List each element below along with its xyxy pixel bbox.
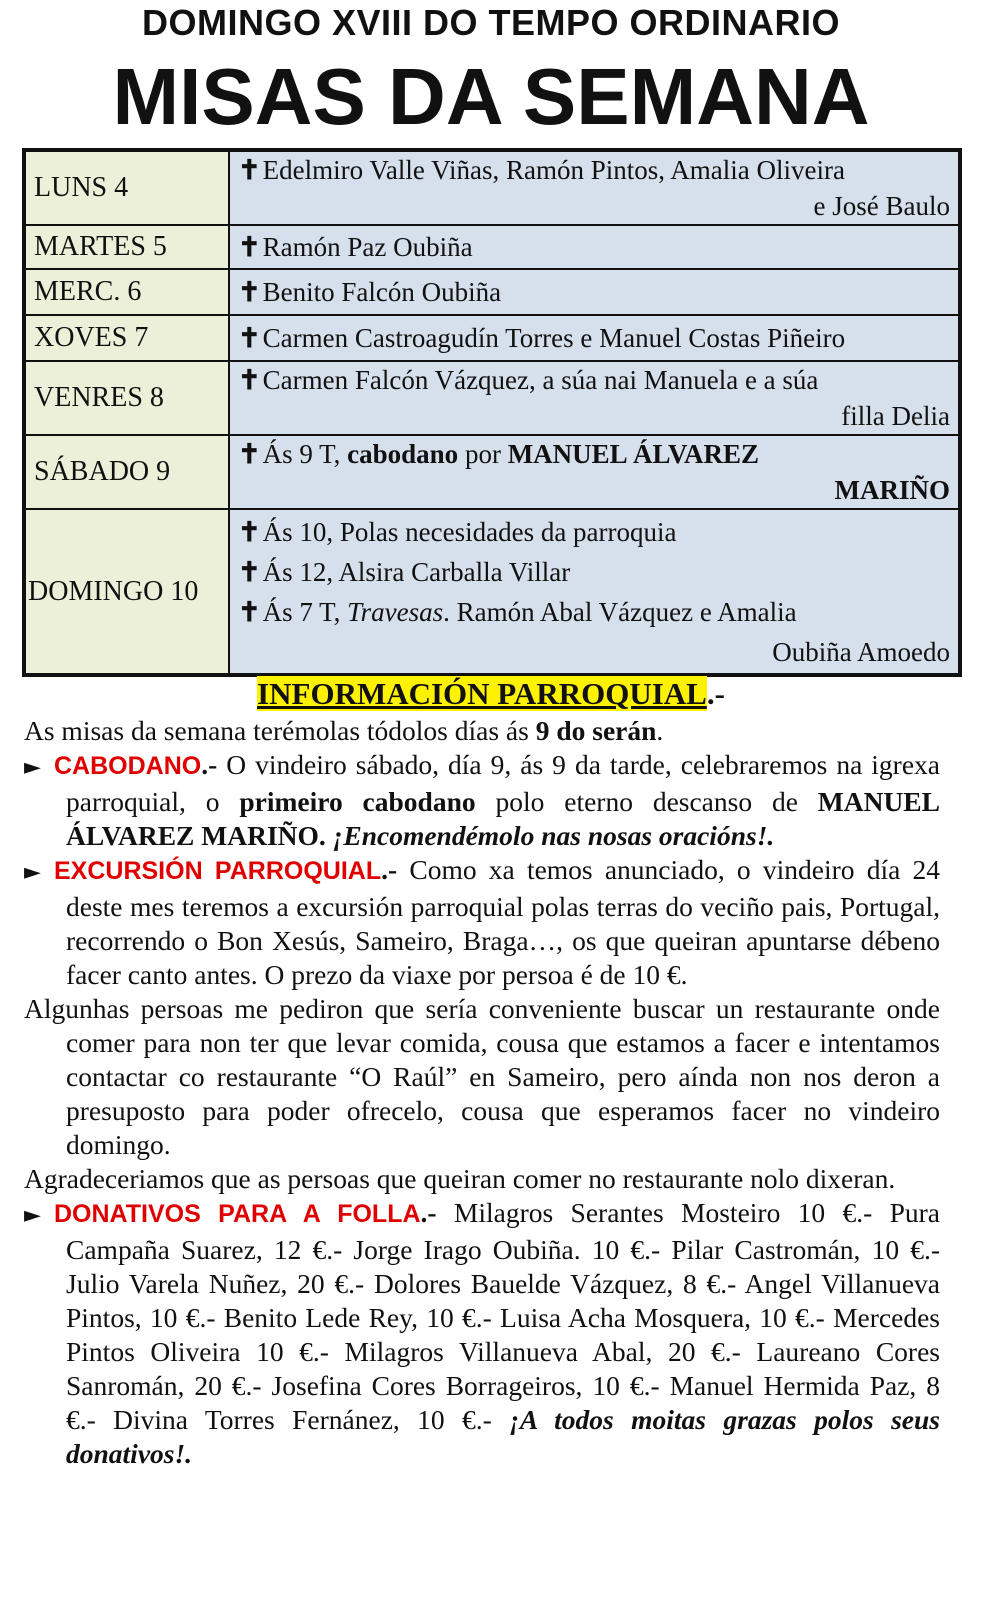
restaurant-paragraph: Algunhas persoas me pediron que sería conveniente buscar un restaurante onde comer para non ter que levar comida, cousa que estamos a facer e intentamos contactar co restaurante “O Raúl” en Sameiro, pero aínda non nos deron a presuposto para poder ofrecelo, cousa que esperamos facer no vindeiro domingo. (24, 993, 940, 1160)
cross-icon: ✝ (238, 365, 261, 395)
intention-cell: ✝Edelmiro Valle Viñas, Ramón Pintos, Amalia Oliveira e José Baulo (229, 150, 960, 225)
day-cell: SÁBADO 9 (24, 435, 229, 509)
day-cell: DOMINGO 10 (24, 509, 229, 675)
excursion-paragraph: ► EXCURSIÓN PARROQUIAL.- Como xa temos anunciado, o vindeiro día 24 deste mes teremos a excursión parroquial polas terras do veciño pais, Portugal, recorrendo o Bon Xesús, Sameiro, Braga…, os que queiran apuntarse débeno facer canto antes. O prezo da viaxe por persoa é de 10 €. (24, 854, 940, 990)
table-row (24, 225, 960, 269)
intention-cell: ✝Carmen Castroagudín Torres e Manuel Costas Piñeiro (229, 315, 960, 361)
table-row (24, 269, 960, 315)
cross-icon: ✝ (238, 596, 261, 627)
arrow-right-icon: ► (24, 860, 41, 885)
day-cell: MARTES 5 (24, 225, 229, 269)
cross-icon: ✝ (238, 323, 261, 353)
table-row (24, 150, 960, 225)
intention-cell: ✝Ramón Paz Oubiña (229, 225, 960, 269)
day-cell: LUNS 4 (24, 150, 229, 225)
table-row (24, 315, 960, 361)
arrow-right-icon: ► (24, 755, 41, 780)
thanks-paragraph: Agradeceriamos que as persoas que queiran comer no restaurante nolo dixeran. (24, 1163, 896, 1194)
cabodano-paragraph: ► CABODANO.- O vindeiro sábado, día 9, ás 9 da tarde, celebraremos na igrexa parroquial, o primeiro cabodano polo eterno descanso de MANUEL ÁLVAREZ MARIÑO. ¡Encomendémolo nas nosas oracións!. (24, 749, 940, 851)
table-row (24, 435, 960, 509)
day-cell: MERC. 6 (24, 269, 229, 315)
bulletin-subtitle: DOMINGO XVIII DO TEMPO ORDINARIO (141, 2, 841, 43)
cross-icon: ✝ (238, 155, 261, 185)
table-row (24, 361, 960, 435)
intro-paragraph: As misas da semana terémolas tódolos días ás 9 do serán. (24, 715, 664, 746)
donations-paragraph: ► DONATIVOS PARA A FOLLA.- Milagros Serantes Mosteiro 10 €.- Pura Campaña Suarez, 12 €.- Jorge Irago Oubiña. 10 €.- Pilar Castromán, 10 €.- Julio Varela Nuñez, 20 €.- Dolores Bauelde Vázquez, 8 €.- Angel Villanueva Pintos, 10 €.- Benito Lede Rey, 10 €.- Luisa Acha Mosquera, 10 €.- Mercedes Pintos Oliveira 10 €.- Milagros Villanueva Abal, 20 €.- Laureano Cores Sanromán, 20 €.- Josefina Cores Borrageiros, 10 €.- Manuel Hermida Paz, 8 €.- Divina Torres Fernánez, 10 €.- ¡A todos moitas grazas polos seus donativos!. (24, 1197, 940, 1469)
arrow-right-icon: ► (24, 1203, 41, 1228)
cross-icon: ✝ (238, 232, 261, 262)
parish-info-heading: INFORMACIÓN PARROQUIAL.- (257, 676, 725, 711)
intention-cell: ✝Carmen Falcón Vázquez, a súa nai Manuela e a súa filla Delia (229, 361, 960, 435)
day-cell: VENRES 8 (24, 361, 229, 435)
cross-icon: ✝ (238, 516, 261, 547)
day-cell: XOVES 7 (24, 315, 229, 361)
intention-cell: ✝Benito Falcón Oubiña (229, 269, 960, 315)
table-row (24, 509, 960, 675)
parish-info-body (24, 714, 940, 1471)
cross-icon: ✝ (238, 556, 261, 587)
intention-cell: ✝Ás 10, Polas necesidades da parroquia ✝Ás 12, Alsira Carballa Villar ✝Ás 7 T, Travesas. Ramón Abal Vázquez e Amalia Oubiña Amoedo (229, 509, 960, 675)
cross-icon: ✝ (238, 277, 261, 307)
weekly-masses-table (22, 148, 962, 677)
intention-cell: ✝Ás 9 T, cabodano por MANUEL ÁLVAREZ MARIÑO (229, 435, 960, 509)
cross-icon: ✝ (238, 439, 261, 469)
bulletin-title: MISAS DA SEMANA (112, 52, 870, 141)
